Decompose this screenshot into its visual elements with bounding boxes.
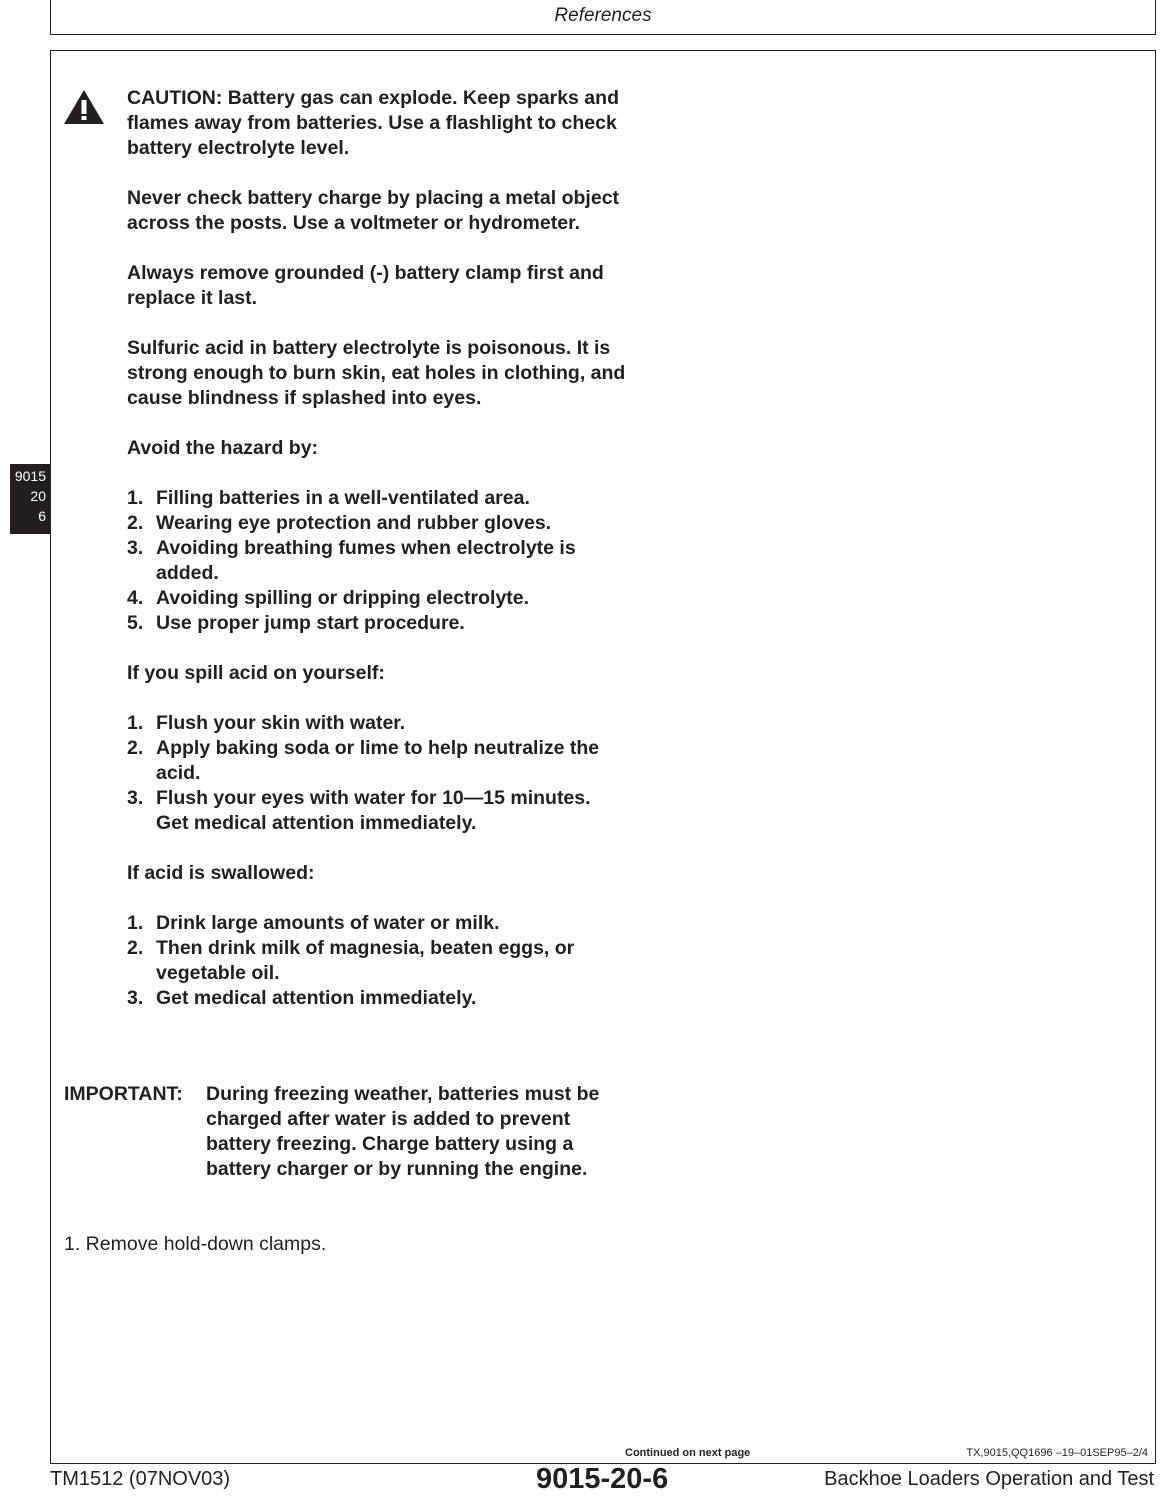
manual-number: TM1512 (07NOV03): [50, 1468, 231, 1490]
important-text: During freezing weather, batteries must be charged after water is added to prevent battery freezing. Charge battery using a battery charger or by running the engine.: [206, 1083, 600, 1180]
spill-list: [127, 711, 627, 836]
list-item: 2. Apply baking soda or lime to help neutralize the acid.: [127, 737, 600, 784]
list-item: 4. Avoiding spilling or dripping electrolyte.: [127, 587, 530, 609]
list-item: 3. Flush your eyes with water for 10—15 minutes. Get medical attention immediately.: [127, 787, 591, 834]
list-item: 3. Avoiding breathing fumes when electrolyte is added.: [127, 537, 576, 584]
tab-page: 6: [38, 508, 46, 524]
important-note: [64, 1082, 624, 1182]
continued-note: Continued on next page: [625, 1447, 751, 1459]
list-item: 1. Flush your skin with water.: [127, 712, 406, 734]
caution-paragraph: Sulfuric acid in battery electrolyte is poisonous. It is strong enough to burn skin, eat holes in clothing, and cause blindness if splashed into eyes.: [127, 337, 626, 409]
tab-section: 20: [30, 488, 46, 504]
list-item: 2. Wearing eye protection and rubber gloves.: [127, 512, 552, 534]
section-title: References: [554, 5, 652, 26]
list-item: 5. Use proper jump start procedure.: [127, 612, 465, 634]
caution-paragraph: Always remove grounded (-) battery clamp first and replace it last.: [127, 262, 604, 309]
tab-group: 9015: [14, 468, 46, 484]
caution-block: [127, 86, 627, 1036]
hazard-list: [127, 486, 627, 636]
swallow-heading: If acid is swallowed:: [127, 862, 315, 884]
manual-title: Backhoe Loaders Operation and Test: [824, 1468, 1154, 1490]
reference-code: TX,9015,QQ1696 –19–01SEP95–2/4: [966, 1447, 1148, 1459]
list-item: 3. Get medical attention immediately.: [127, 987, 477, 1009]
hazard-heading: Avoid the hazard by:: [127, 437, 319, 459]
caution-paragraph: CAUTION: Battery gas can explode. Keep sparks and flames away from batteries. Use a flashlight to check battery electrolyte level.: [127, 87, 619, 159]
list-item: 1. Filling batteries in a well-ventilated area.: [127, 487, 530, 509]
page-number: 9015-20-6: [536, 1463, 669, 1495]
page-header: [50, 0, 1156, 35]
important-label: IMPORTANT:: [64, 1083, 183, 1105]
spill-heading: If you spill acid on yourself:: [127, 662, 385, 684]
swallow-list: [127, 911, 627, 1011]
list-item: 1. Drink large amounts of water or milk.: [127, 912, 500, 934]
warning-triangle-icon: [62, 88, 106, 126]
list-item: 2. Then drink milk of magnesia, beaten eggs, or vegetable oil.: [127, 937, 575, 984]
section-tab: [10, 464, 50, 534]
caution-paragraph: Never check battery charge by placing a metal object across the posts. Use a voltmeter or hydrometer.: [127, 187, 620, 234]
procedure-step: 1. Remove hold-down clamps.: [64, 1233, 327, 1255]
